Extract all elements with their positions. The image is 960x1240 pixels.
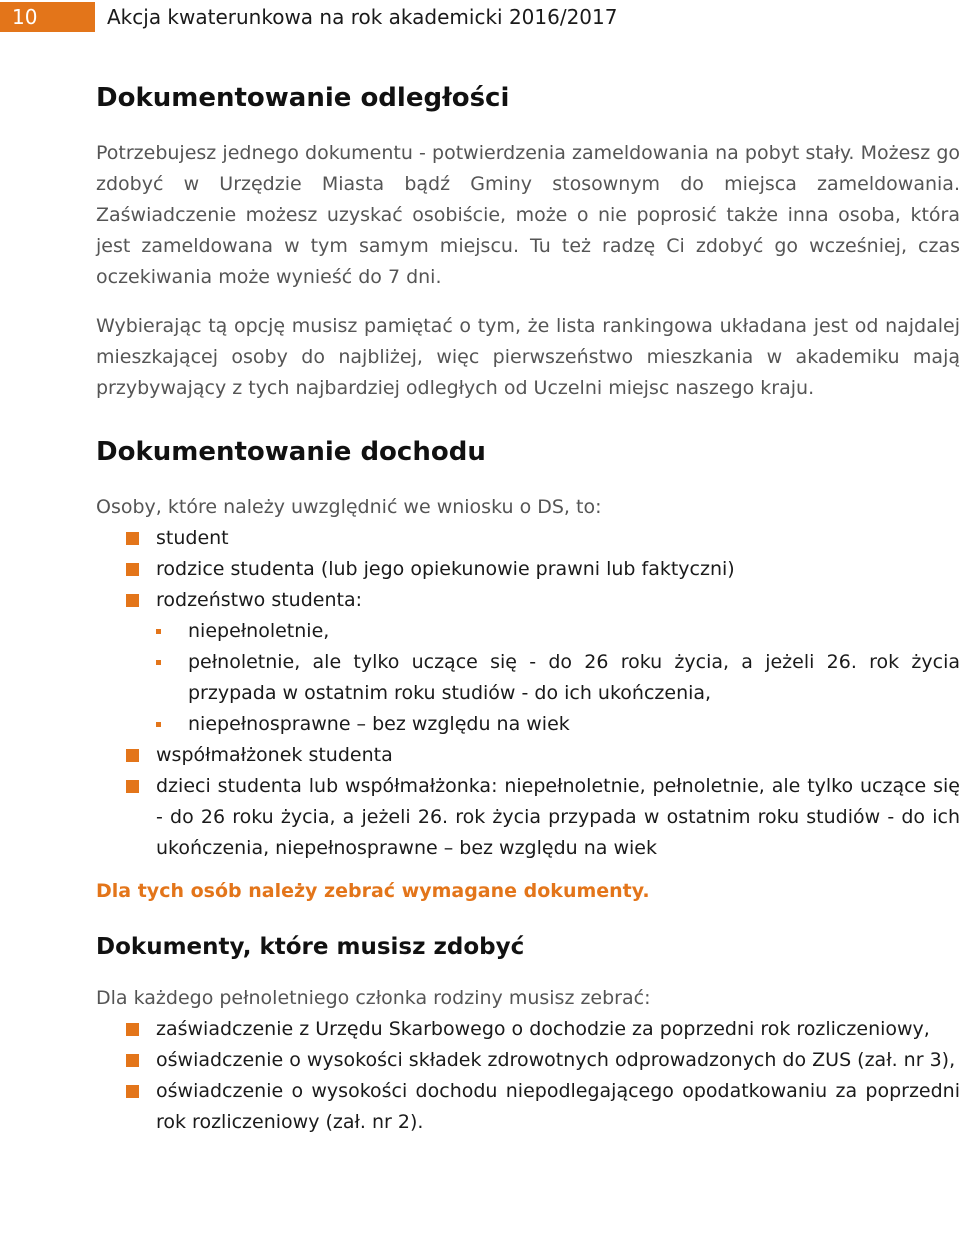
list-item-text: oświadczenie o wysokości składek zdrowotnych odprowadzonych do ZUS (zał. nr 3), [156,1049,956,1071]
sublist-item-text: niepełnosprawne – bez względu na wiek [188,713,570,735]
sublist-item [156,709,960,740]
persons-list [96,523,960,864]
square-bullet-icon [126,1054,139,1067]
page-number: 10 [0,2,95,32]
list-item [96,585,960,740]
sublist-item [156,616,960,647]
list-item-text: oświadczenie o wysokości dochodu niepodlegającego opodatkowaniu za poprzedni rok rozliczeniowy (zał. nr 2). [156,1080,960,1133]
header-title: Akcja kwaterunkowa na rok akademicki 2016/2017 [107,5,618,29]
document-content [96,80,960,1138]
list-item [96,740,960,771]
list-item [96,554,960,585]
list-item-text: zaświadczenie z Urzędu Skarbowego o dochodzie za poprzedni rok rozliczeniowy, [156,1018,930,1040]
list-item-text: rodzeństwo studenta: [156,589,363,611]
list-item [96,771,960,864]
documents-list [96,1014,960,1138]
page-header [0,2,960,32]
square-bullet-icon [126,532,139,545]
list-item [96,1076,960,1138]
list-item [96,1014,960,1045]
paragraph-documents-intro: Dla każdego pełnoletniego członka rodziny musisz zebrać: [96,987,651,1009]
small-square-bullet-icon [156,722,161,727]
square-bullet-icon [126,1023,139,1036]
list-item-text: dzieci studenta lub współmałżonka: niepełnoletnie, pełnoletnie, ale tylko uczące się - do 26 roku życia, a jeżeli 26. rok życia przypada w ostatnim roku studiów - do ich ukończenia, niepełnosprawne – bez względu na wiek [156,775,960,859]
heading-required-documents: Dokumenty, które musisz zdobyć [96,934,525,960]
list-item-text: rodzice studenta (lub jego opiekunowie prawni lub faktyczni) [156,558,735,580]
sublist-item [156,647,960,709]
small-square-bullet-icon [156,660,161,665]
square-bullet-icon [126,563,139,576]
heading-distance: Dokumentowanie odległości [96,83,510,113]
emphasis-note: Dla tych osób należy zebrać wymagane dokumenty. [96,880,650,902]
sublist-item-text: niepełnoletnie, [188,620,330,642]
square-bullet-icon [126,1085,139,1098]
list-item-text: student [156,527,229,549]
heading-income: Dokumentowanie dochodu [96,437,486,467]
list-item [96,1045,960,1076]
list-item-text: współmałżonek studenta [156,744,393,766]
sublist-item-text: pełnoletnie, ale tylko uczące się - do 26 roku życia, a jeżeli 26. rok życia przypada w ostatnim roku studiów - do ich ukończenia, [188,651,960,704]
list-item [96,523,960,554]
square-bullet-icon [126,749,139,762]
paragraph-distance-1: Potrzebujesz jednego dokumentu - potwierdzenia zameldowania na pobyt stały. Możesz go zdobyć w Urzędzie Miasta bądź Gminy stosownym do miejsca zameldowania. Zaświadczenie możesz uzyskać osobiście, może o nie poprosić także inna osoba, która jest zameldowana w tym samym miejscu. Tu też radzę Ci zdobyć go wcześniej, czas oczekiwania może wynieść do 7 dni. [96,142,960,288]
square-bullet-icon [126,780,139,793]
paragraph-persons-intro: Osoby, które należy uwzględnić we wniosku o DS, to: [96,496,602,518]
small-square-bullet-icon [156,629,161,634]
square-bullet-icon [126,594,139,607]
siblings-sublist [156,616,960,740]
paragraph-distance-2: Wybierając tą opcję musisz pamiętać o tym, że lista rankingowa układana jest od najdalej mieszkającej osoby do najbliżej, więc pierwszeństwo mieszkania w akademiku mają przybywający z tych najbardziej odległych od Uczelni miejsc naszego kraju. [96,315,960,399]
